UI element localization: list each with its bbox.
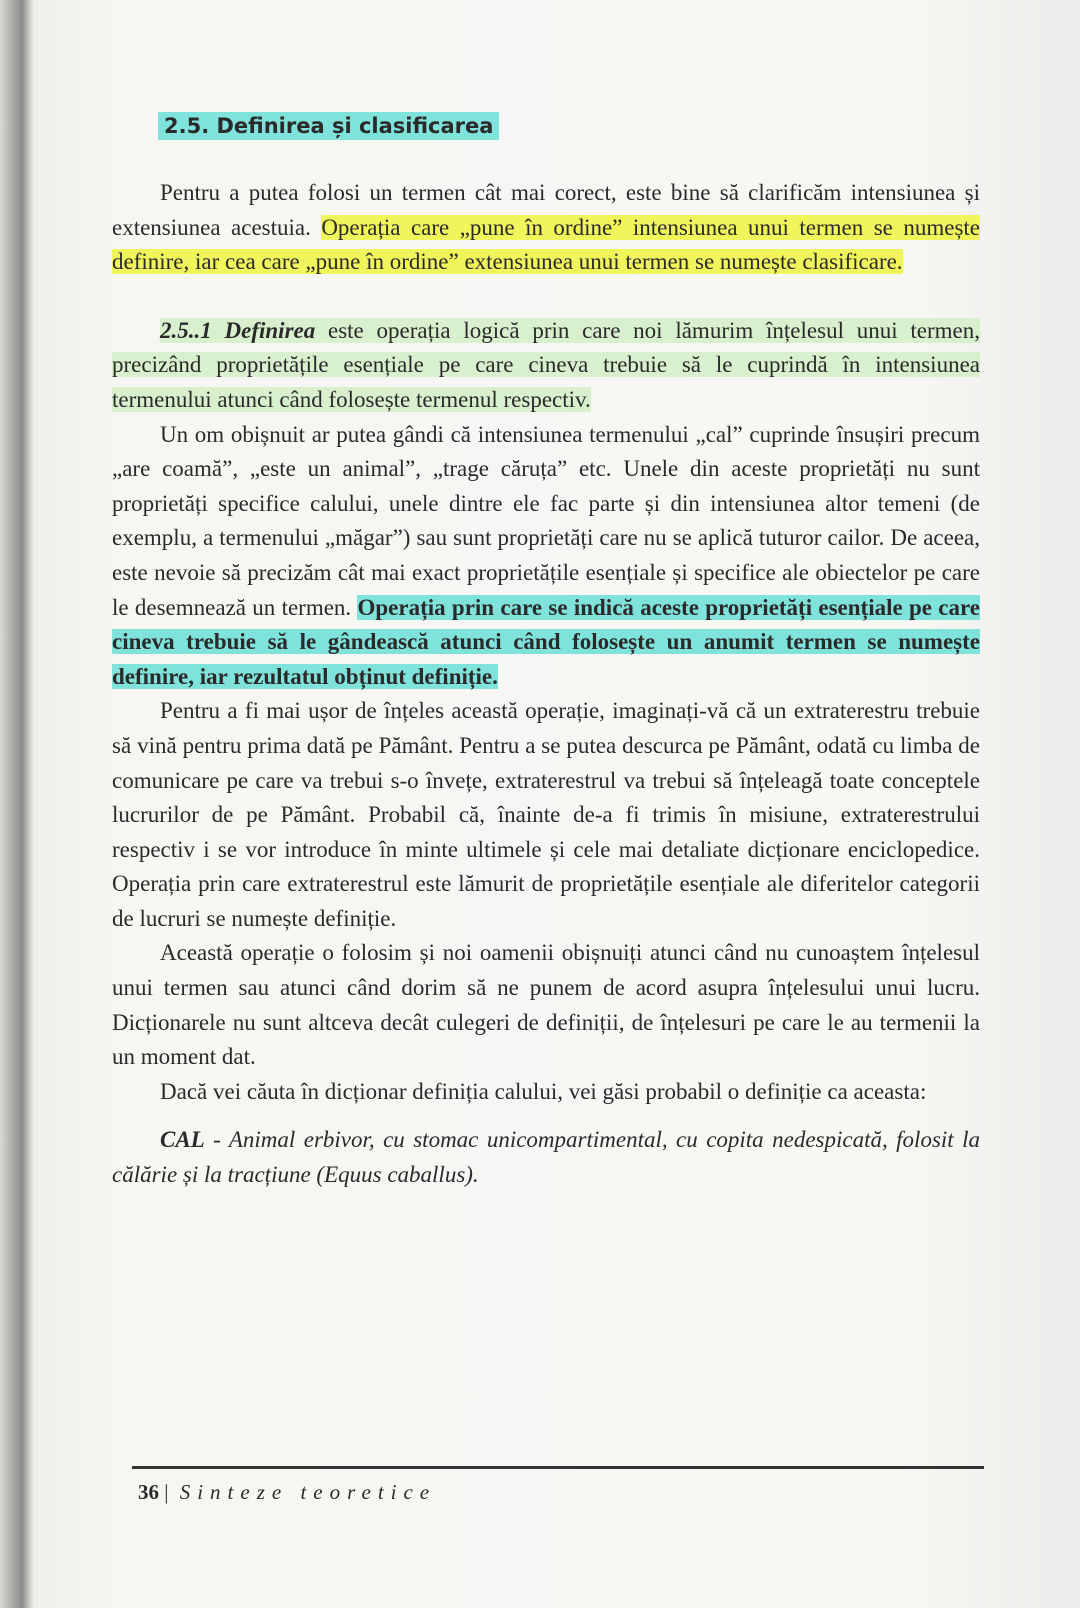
example-text: Un om obișnuit ar putea gândi că intensiunea termenului „cal” cuprinde însușiri precum „are coamă”, „este un animal”, „trage căruța” etc. Unele din aceste proprietăți nu sunt proprietăți specifice calului, unele dintre ele fac parte și din intensiunea altor temeni (de exemplu, a termenului „măgar”) sau sunt proprietăți care nu se aplică tuturor cailor. De aceea, este nevoie să precizăm cât mai exact proprietățile esențiale și specifice ale obiectelor pe care le desemnează un termen. bbox=[112, 421, 980, 620]
document-page bbox=[112, 112, 980, 1193]
highlighted-text: Operația prin care se indică aceste proprietăți esențiale pe care cineva trebuie să le gândească atunci când folosește un anumit termen se numește definire, iar rezultatul obținut definiție. bbox=[112, 594, 981, 689]
definition-term: CAL bbox=[160, 1127, 205, 1153]
definition-body: - Animal erbivor, cu stomac unicompartimental, cu copita nedespicată, folosit la călărie și la tracțiune (Equus caballus). bbox=[112, 1127, 980, 1188]
example-paragraph bbox=[112, 418, 980, 695]
highlighted-definition bbox=[112, 318, 980, 412]
paragraph: Pentru a fi mai ușor de înțeles această operație, imaginați-vă că un extraterestru trebuie să vină pentru prima dată pe Pământ. Pentru a se putea descurca pe Pământ, odată cu limba de comunicare pe care va trebui s-o învețe, extraterestrul va trebui să înțeleagă toate conceptele lucrurilor de pe Pământ. Probabil că, înainte de-a fi trimis în misiune, extraterestrului respectiv i se vor introduce în minte ultimele și cele mai detaliate dicționare enciclopedice. Operația prin care extraterestrul este lămurit de proprietățile esențiale ale diferitelor categorii de lucruri se numește definiție. bbox=[112, 698, 980, 931]
highlighted-text: Operația care „pune în ordine” intensiunea unui termen se numește definire, iar cea care „pune în ordine” extensiunea unui termen se numește clasificare. bbox=[112, 214, 980, 275]
paragraph: Această operație o folosim și noi oamenii obișnuiți atunci când nu cunoaștem înțelesul unui termen sau atunci când dorim să ne punem de acord asupra înțelesului unui lucru. Dicționarele nu sunt altceva decât culegeri de definiții, de înțelesuri pe care le au termenii la un moment dat. bbox=[112, 940, 980, 1070]
dictionary-definition bbox=[112, 1123, 980, 1192]
book-title: Sinteze teoretice bbox=[179, 1480, 437, 1504]
page-footer bbox=[138, 1480, 436, 1505]
subsection-term: Definirea bbox=[224, 317, 316, 343]
subsection-number: 2.5..1 bbox=[160, 317, 225, 343]
section-heading: 2.5. Definirea și clasificarea bbox=[158, 112, 499, 140]
intro-paragraph bbox=[112, 176, 980, 280]
footer-separator: | bbox=[159, 1480, 174, 1504]
definition-paragraph bbox=[112, 314, 980, 418]
paragraph: Dacă vei căuta în dicționar definiția calului, vei găsi probabil o definiție ca aceasta: bbox=[160, 1078, 927, 1104]
definition-text: este operația logică prin care noi lămurim înțelesul unui termen, precizând proprietățile esențiale pe care cineva trebuie să le cuprindă în intensiunea termenului atunci când folosește termenul respectiv. bbox=[112, 317, 980, 412]
intro-text: Pentru a putea folosi un termen cât mai corect, este bine să clarificăm intensiunea și extensiunea acestuia. bbox=[112, 180, 980, 240]
footer-rule bbox=[132, 1466, 984, 1469]
page-number: 36 bbox=[138, 1480, 159, 1504]
